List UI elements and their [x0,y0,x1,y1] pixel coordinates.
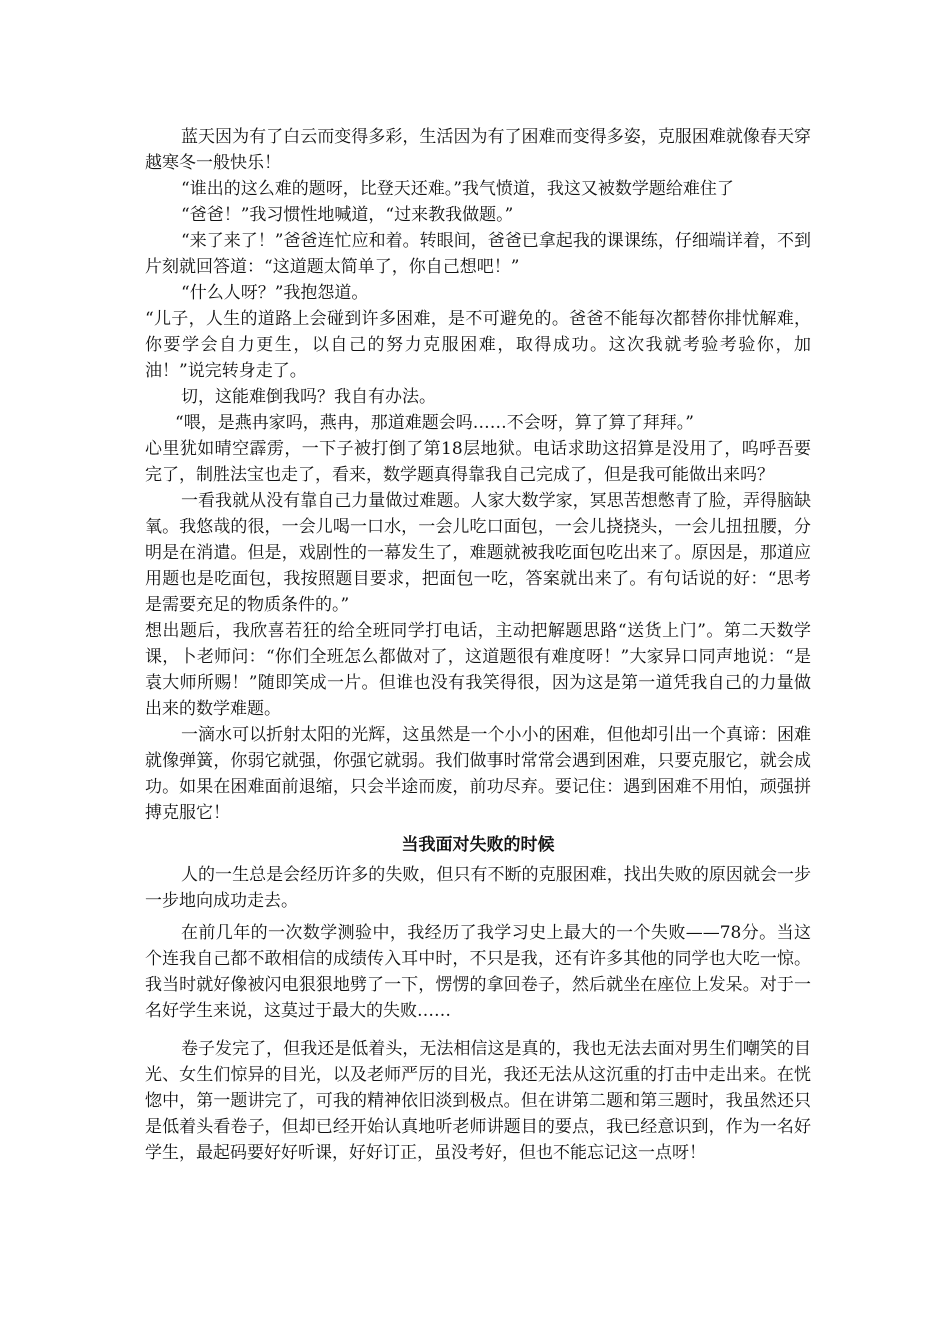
paragraph: “儿子，人生的道路上会碰到许多困难，是不可避免的。爸爸不能每次都替你排忧解难，你要学会自力更生，以自己的努力克服困难，取得成功。这次我就考验考验你，加油！”说完转身走了。 [145,309,811,381]
paragraph: 心里犹如晴空霹雳，一下子被打倒了第18层地狱。电话求助这招算是没用了，呜呼吾要完了，制胜法宝也走了，看来，数学题真得靠我自己完成了，但是我可能做出来吗？ [145,439,811,485]
paragraph: 人的一生总是会经历许多的失败，但只有不断的克服困难，找出失败的原因就会一步一步地向成功走去。 [145,865,811,911]
section-title: 当我面对失败的时候 [401,835,555,855]
paragraph: “谁出的这么难的题呀，比登天还难。”我气愤道，我这又被数学题给难住了 [181,179,734,199]
paragraph: “什么人呀？”我抱怨道。 [181,283,369,303]
paragraph: 想出题后，我欣喜若狂的给全班同学打电话，主动把解题思路“送货上门”。第二天数学课，卜老师问：“你们全班怎么都做对了，这道题很有难度呀！”大家异口同声地说：“是袁大师所赐！”随即笑成一片。但谁也没有我笑得很，因为这是第一道凭我自己的力量做出来的数学难题。 [145,621,811,719]
paragraph: 在前几年的一次数学测验中，我经历了我学习史上最大的一个失败——78分。当这个连我自己都不敢相信的成绩传入耳中时，不只是我，还有许多其他的同学也大吃一惊。我当时就好像被闪电狠狠地劈了一下，愣愣的拿回卷子，然后就坐在座位上发呆。对于一名好学生来说，这莫过于最大的失败…… [145,923,811,1021]
paragraph: 卷子发完了，但我还是低着头，无法相信这是真的，我也无法去面对男生们嘲笑的目光、女生们惊异的目光，以及老师严厉的目光，我还无法从这沉重的打击中走出来。在恍惚中，第一题讲完了，可我的精神依旧淡到极点。但在讲第二题和第三题时，我虽然还只是低着头看卷子，但却已经开始认真地听老师讲题目的要点，我已经意识到，作为一名好学生，最起码要好好听课，好好订正，虽没考好，但也不能忘记这一点呀！ [145,1039,811,1163]
paragraph: 蓝天因为有了白云而变得多彩，生活因为有了困难而变得多姿，克服困难就像春天穿越寒冬一般快乐！ [145,127,811,173]
paragraph: “喂，是燕冉家吗，燕冉，那道难题会吗……不会呀，算了算了拜拜。” [175,413,694,433]
document-body [145,124,811,1166]
paragraph: “爸爸！”我习惯性地喊道，“过来教我做题。” [181,205,514,225]
paragraph: 一滴水可以折射太阳的光辉，这虽然是一个小小的困难，但他却引出一个真谛：困难就像弹簧，你弱它就强，你强它就弱。我们做事时常常会遇到困难，只要克服它，就会成功。如果在困难面前退缩，只会半途而废，前功尽弃。要记住：遇到困难不用怕，顽强拼搏克服它！ [145,725,811,823]
paragraph: 切，这能难倒我吗？我自有办法。 [181,387,436,407]
paragraph: 一看我就从没有靠自己力量做过难题。人家大数学家，冥思苦想憋青了脸，弄得脑缺氧。我悠哉的很，一会儿喝一口水，一会儿吃口面包，一会儿挠挠头，一会儿扭扭腰，分明是在消遣。但是，戏剧性的一幕发生了，难题就被我吃面包吃出来了。原因是，那道应用题也是吃面包，我按照题目要求，把面包一吃，答案就出来了。有句话说的好：“思考是需要充足的物质条件的。” [145,491,811,615]
paragraph: “来了来了！”爸爸连忙应和着。转眼间，爸爸已拿起我的课课练，仔细端详着，不到片刻就回答道：“这道题太简单了，你自己想吧！” [145,231,811,277]
